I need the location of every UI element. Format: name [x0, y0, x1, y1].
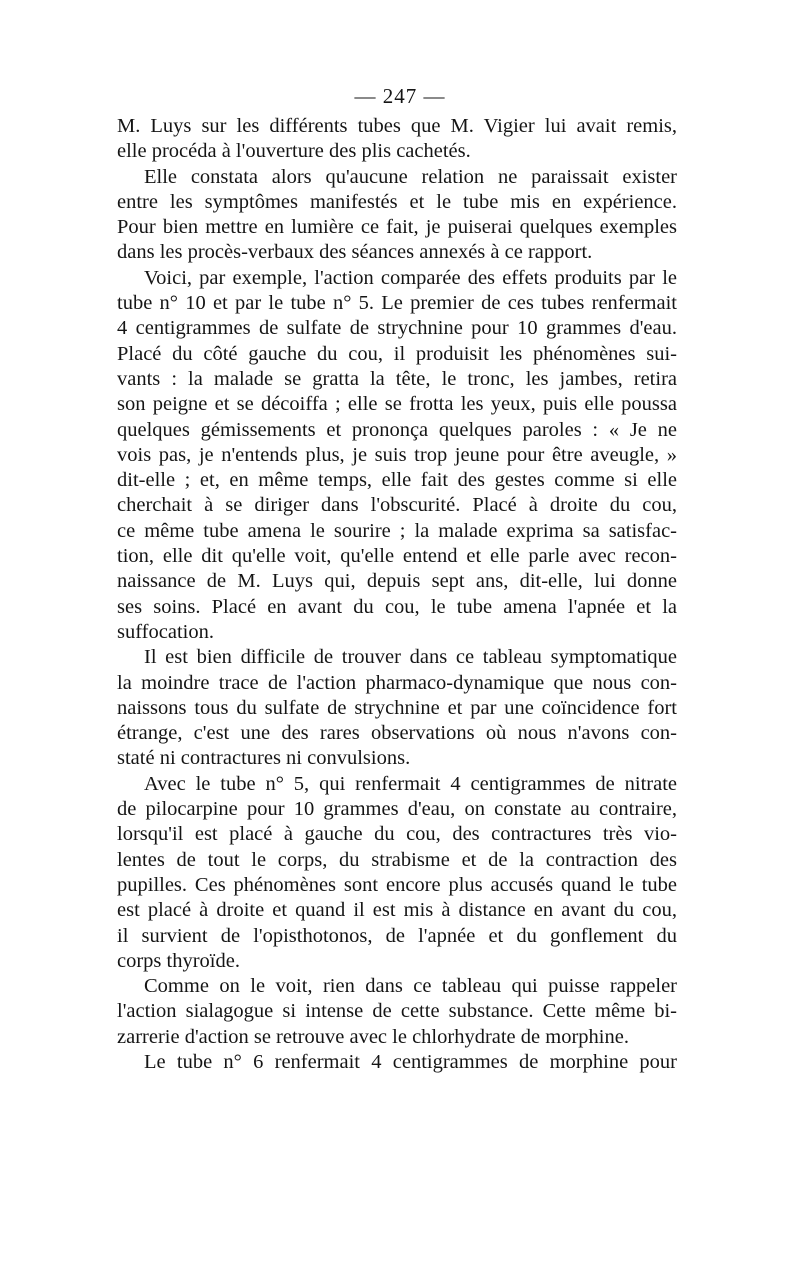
text-line: étrange, c'est une des rares observations où nous n'avons con-	[117, 722, 677, 745]
text-line: lorsqu'il est placé à gauche du cou, des contractures très vio-	[117, 823, 677, 846]
body-text	[117, 114, 677, 1075]
text-line: tion, elle dit qu'elle voit, qu'elle entend et elle parle avec recon-	[117, 545, 677, 568]
text-line: dit-elle ; et, en même temps, elle fait des gestes comme si elle	[117, 469, 677, 492]
text-line: Placé du côté gauche du cou, il produisit les phénomènes sui-	[117, 342, 677, 365]
text-line: Pour bien mettre en lumière ce fait, je puiserai quelques exemples	[117, 216, 677, 239]
text-line: dans les procès-verbaux des séances annexés à ce rapport.	[117, 241, 593, 264]
text-line: elle procéda à l'ouverture des plis cachetés.	[117, 140, 471, 163]
text-line: vants : la malade se gratta la tête, le tronc, les jambes, retira	[117, 367, 677, 390]
text-line: cherchait à se diriger dans l'obscurité. Placé à droite du cou,	[117, 494, 677, 517]
text-line: est placé à droite et quand il est mis à distance en avant du cou,	[117, 899, 677, 922]
text-line: Elle constata alors qu'aucune relation ne paraissait exister	[144, 165, 677, 188]
text-line: M. Luys sur les différents tubes que M. Vigier lui avait remis,	[117, 115, 677, 137]
text-line: Comme on le voit, rien dans ce tableau qui puisse rappeler	[144, 975, 677, 998]
text-line: staté ni contractures ni convulsions.	[117, 747, 411, 770]
text-line: Il est bien difficile de trouver dans ce tableau symptomatique	[144, 646, 677, 669]
text-line: Voici, par exemple, l'action comparée des effets produits par le	[144, 266, 677, 289]
page-number: — 247 —	[354, 84, 446, 108]
text-line: corps thyroïde.	[117, 949, 240, 972]
text-line: entre les symptômes manifestés et le tube mis en expérience.	[117, 190, 677, 213]
text-line: suffocation.	[117, 620, 214, 643]
text-line: il survient de l'opisthotonos, de l'apnée et du gonflement du	[117, 924, 677, 947]
text-line: 4 centigrammes de sulfate de strychnine pour 10 grammes d'eau.	[117, 317, 677, 340]
text-line: naissons tous du sulfate de strychnine et par une coïncidence fort	[117, 696, 677, 719]
text-line: quelques gémissements et prononça quelques paroles : « Je ne	[117, 418, 677, 441]
text-line: naissance de M. Luys qui, depuis sept ans, dit-elle, lui donne	[117, 570, 677, 593]
text-line: pupilles. Ces phénomènes sont encore plus accusés quand le tube	[117, 873, 677, 896]
text-line: ses soins. Placé en avant du cou, le tube amena l'apnée et la	[117, 595, 677, 618]
text-line: la moindre trace de l'action pharmaco-dynamique que nous con-	[117, 671, 677, 694]
text-line: vois pas, je n'entends plus, je suis trop jeune pour être aveugle, »	[117, 443, 677, 466]
text-line: tube n° 10 et par le tube n° 5. Le premier de ces tubes renfermait	[117, 292, 677, 315]
text-line: zarrerie d'action se retrouve avec le chlorhydrate de morphine.	[117, 1025, 629, 1048]
text-line: lentes de tout le corps, du strabisme et de la contraction des	[117, 848, 677, 871]
text-line: son peigne et se décoiffa ; elle se frotta les yeux, puis elle poussa	[117, 393, 677, 416]
text-line: Le tube n° 6 renfermait 4 centigrammes de morphine pour	[144, 1050, 677, 1073]
text-line: Avec le tube n° 5, qui renfermait 4 centigrammes de nitrate	[144, 772, 677, 795]
text-line: ce même tube amena le sourire ; la malade exprima sa satisfac-	[117, 519, 677, 542]
text-line: de pilocarpine pour 10 grammes d'eau, on constate au contraire,	[117, 798, 677, 821]
text-line: l'action sialagogue si intense de cette substance. Cette même bi-	[117, 1000, 677, 1023]
